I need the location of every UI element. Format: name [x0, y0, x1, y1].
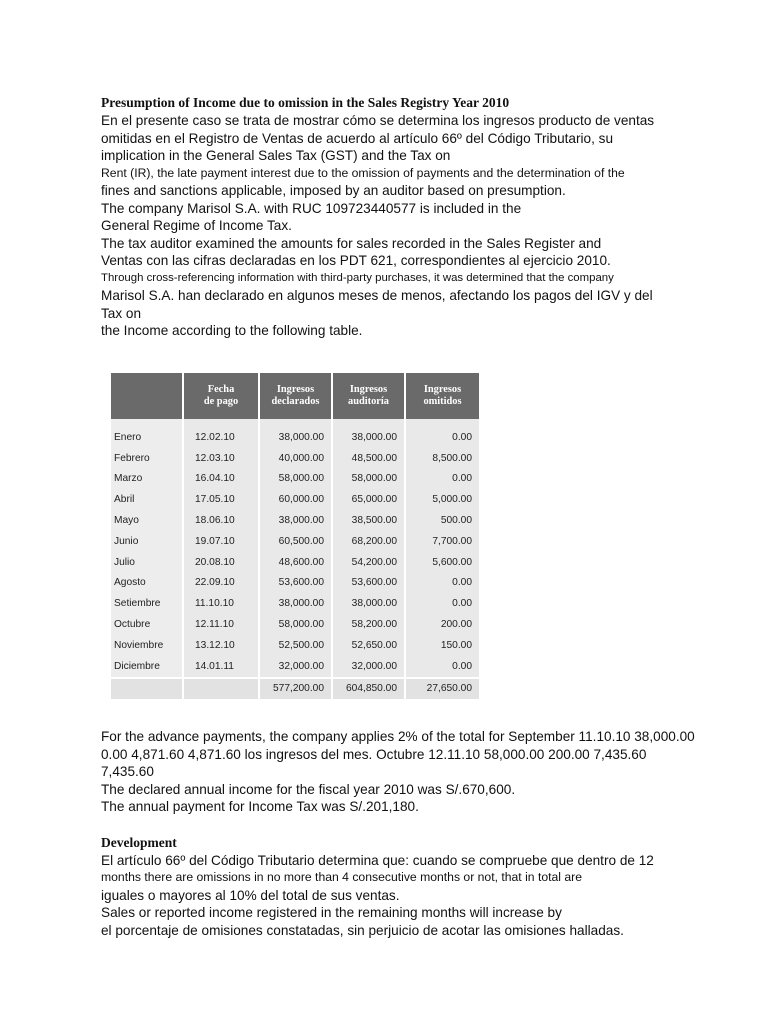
cell-declared: 52,500.00 — [258, 635, 331, 656]
text-line: Sales or reported income registered in the remaining months will increase by — [101, 905, 562, 920]
cell-declared: 32,000.00 — [258, 656, 331, 677]
cell-month: Abril — [111, 489, 182, 510]
cell-month: Setiembre — [111, 593, 182, 614]
table-row — [111, 593, 479, 614]
text-line: months there are omissions in no more than 4 consecutive months or not, that in total are — [101, 870, 582, 884]
cell-omitted: 8,500.00 — [404, 448, 479, 469]
cell-omitted: 150.00 — [404, 635, 479, 656]
cell-month: Marzo — [111, 469, 182, 490]
cell-month: Mayo — [111, 510, 182, 531]
table-row — [111, 419, 479, 448]
cell-payment-date: 19.07.10 — [182, 531, 258, 552]
text-line: Tax on — [101, 305, 142, 321]
table-total-row — [111, 677, 479, 699]
cell-declared: 40,000.00 — [258, 448, 331, 469]
cell-payment-date: 13.12.10 — [182, 635, 258, 656]
cell-month: Diciembre — [111, 656, 182, 677]
text-line: el porcentaje de omisiones constatadas, sin perjuicio de acotar las omisiones halladas. — [101, 922, 624, 938]
cell-omitted: 0.00 — [404, 593, 479, 614]
table-body — [111, 419, 479, 699]
text-line: En el presente caso se trata de mostrar cómo se determina los ingresos producto de ventas — [101, 113, 655, 128]
cell-omitted: 500.00 — [404, 510, 479, 531]
cell-omitted: 0.00 — [404, 656, 479, 677]
text-line: The annual payment for Income Tax was S/.201,180. — [101, 799, 419, 814]
table-row — [111, 510, 479, 531]
document-title: Presumption of Income due to omission in the Sales Registry Year 2010 — [101, 95, 510, 110]
text-line: implication in the General Sales Tax (GST) and the Tax on — [101, 148, 451, 163]
cell-audited: 48,500.00 — [331, 448, 404, 469]
cell-payment-date: 18.06.10 — [182, 510, 258, 531]
text-line: the Income according to the following table. — [101, 323, 363, 338]
cell-declared: 58,000.00 — [258, 614, 331, 635]
cell-audited: 58,000.00 — [331, 469, 404, 490]
table-header-row — [111, 373, 479, 419]
cell-month: Junio — [111, 531, 182, 552]
text-line: Through cross-referencing information with third-party purchases, it was determined that the company — [101, 271, 614, 284]
income-table — [111, 373, 479, 695]
advance-payments-paragraph — [101, 728, 701, 816]
header-declared-income: Ingresos declarados — [258, 373, 331, 419]
total-cell-payment-date — [182, 677, 258, 699]
cell-declared: 48,600.00 — [258, 552, 331, 573]
header-audited-income: Ingresos auditoría — [331, 373, 404, 419]
cell-month: Agosto — [111, 573, 182, 594]
cell-omitted: 0.00 — [404, 573, 479, 594]
cell-omitted: 7,700.00 — [404, 531, 479, 552]
cell-omitted: 0.00 — [404, 419, 479, 448]
intro-paragraph — [101, 112, 701, 340]
cell-audited: 52,650.00 — [331, 635, 404, 656]
table-row — [111, 489, 479, 510]
table-row — [111, 656, 479, 677]
cell-audited: 65,000.00 — [331, 489, 404, 510]
table-row — [111, 448, 479, 469]
document-body — [101, 728, 701, 939]
cell-omitted: 200.00 — [404, 614, 479, 635]
income-table-grid — [111, 373, 479, 699]
cell-month: Enero — [111, 419, 182, 448]
cell-declared: 60,000.00 — [258, 489, 331, 510]
cell-omitted: 5,600.00 — [404, 552, 479, 573]
table-row — [111, 635, 479, 656]
cell-payment-date: 22.09.10 — [182, 573, 258, 594]
cell-audited: 53,600.00 — [331, 573, 404, 594]
cell-payment-date: 16.04.10 — [182, 469, 258, 490]
table-row — [111, 614, 479, 635]
cell-payment-date: 11.10.10 — [182, 593, 258, 614]
text-line: omitidas en el Registro de Ventas de acuerdo al artículo 66º del Código Tributario, su — [101, 130, 614, 146]
text-line: Marisol S.A. han declarado en algunos meses de menos, afectando los pagos del IGV y del — [101, 288, 653, 303]
table-row — [111, 573, 479, 594]
total-cell-declared: 577,200.00 — [258, 677, 331, 699]
cell-payment-date: 12.02.10 — [182, 419, 258, 448]
cell-audited: 54,200.00 — [331, 552, 404, 573]
text-line: iguales o mayores al 10% del total de sus ventas. — [101, 887, 400, 903]
header-month — [111, 373, 182, 419]
total-cell-omitted: 27,650.00 — [404, 677, 479, 699]
cell-audited: 68,200.00 — [331, 531, 404, 552]
header-omitted-income: Ingresos omitidos — [404, 373, 479, 419]
text-line: Ventas con las cifras declaradas en los PDT 621, correspondientes al ejercicio 2010. — [101, 253, 611, 268]
cell-audited: 38,000.00 — [331, 593, 404, 614]
text-line: The company Marisol S.A. with RUC 109723440577 is included in the — [101, 200, 522, 216]
table-row — [111, 552, 479, 573]
text-line: Rent (IR), the late payment interest due to the omission of payments and the determination of the — [101, 165, 625, 180]
cell-payment-date: 12.03.10 — [182, 448, 258, 469]
text-line: El artículo 66º del Código Tributario determina que: cuando se compruebe que dentro de 12 — [101, 852, 654, 868]
text-line: fines and sanctions applicable, imposed by an auditor based on presumption. — [101, 183, 566, 198]
cell-declared: 38,000.00 — [258, 419, 331, 448]
cell-month: Noviembre — [111, 635, 182, 656]
table-row — [111, 531, 479, 552]
text-line: The declared annual income for the fiscal year 2010 was S/.670,600. — [101, 781, 516, 797]
cell-payment-date: 17.05.10 — [182, 489, 258, 510]
table-row — [111, 469, 479, 490]
text-line: General Regime of Income Tax. — [101, 218, 292, 233]
cell-declared: 53,600.00 — [258, 573, 331, 594]
cell-declared: 38,000.00 — [258, 593, 331, 614]
development-paragraph — [101, 852, 701, 940]
text-line: The tax auditor examined the amounts for sales recorded in the Sales Register and — [101, 235, 602, 251]
cell-declared: 60,500.00 — [258, 531, 331, 552]
cell-payment-date: 12.11.10 — [182, 614, 258, 635]
header-payment-date: Fecha de pago — [182, 373, 258, 419]
cell-omitted: 5,000.00 — [404, 489, 479, 510]
cell-audited: 38,500.00 — [331, 510, 404, 531]
cell-audited: 58,200.00 — [331, 614, 404, 635]
total-cell-month — [111, 677, 182, 699]
document-intro — [101, 94, 701, 340]
cell-month: Febrero — [111, 448, 182, 469]
cell-payment-date: 14.01.11 — [182, 656, 258, 677]
cell-omitted: 0.00 — [404, 469, 479, 490]
text-line: 7,435.60 — [101, 764, 154, 779]
cell-declared: 38,000.00 — [258, 510, 331, 531]
cell-audited: 32,000.00 — [331, 656, 404, 677]
text-line: For the advance payments, the company applies 2% of the total for September 11.10.10 38,000.00 — [101, 729, 695, 744]
cell-month: Julio — [111, 552, 182, 573]
cell-month: Octubre — [111, 614, 182, 635]
text-line: 0.00 4,871.60 4,871.60 los ingresos del mes. Octubre 12.11.10 58,000.00 200.00 7,435.60 — [101, 746, 647, 762]
cell-audited: 38,000.00 — [331, 419, 404, 448]
cell-payment-date: 20.08.10 — [182, 552, 258, 573]
total-cell-audited: 604,850.00 — [331, 677, 404, 699]
development-heading: Development — [101, 834, 177, 850]
cell-declared: 58,000.00 — [258, 469, 331, 490]
